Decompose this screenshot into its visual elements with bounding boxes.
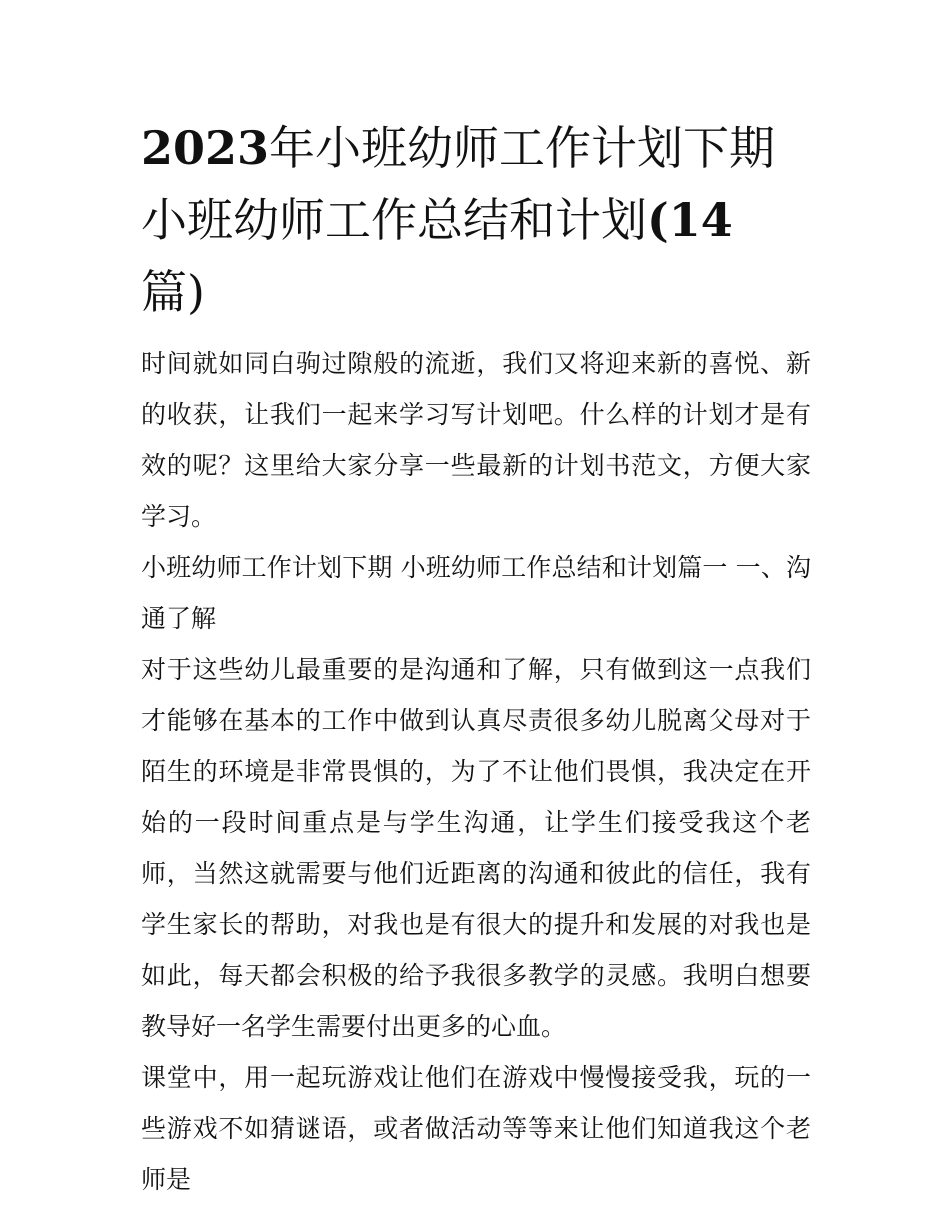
paragraph-communication: 对于这些幼儿最重要的是沟通和了解，只有做到这一点我们才能够在基本的工作中做到认真尽责很多幼儿脱离父母对于陌生的环境是非常畏惧的，为了不让他们畏惧，我决定在开始的一段时间重点是与学生沟通，让学生们接受我这个老师，当然这就需要与他们近距离的沟通和彼此的信任，我有学生家长的帮助，对我也是有很大的提升和发展的对我也是如此，每天都会积极的给予我很多教学的灵感。我明白想要教导好一名学生需要付出更多的心血。 — [141, 655, 811, 1041]
document-title — [141, 112, 811, 328]
document-content — [141, 112, 811, 1205]
title-year: 2023 — [141, 121, 270, 175]
paragraph-intro: 时间就如同白驹过隙般的流逝，我们又将迎来新的喜悦、新的收获，让我们一起来学习写计划吧。什么样的计划才是有效的呢？这里给大家分享一些最新的计划书范文，方便大家学习。 — [141, 349, 811, 531]
paragraph-section-heading: 小班幼师工作计划下期 小班幼师工作总结和计划篇一 一、沟通了解 — [141, 553, 811, 633]
title-count: (14 — [647, 193, 733, 247]
paragraph-classroom: 课堂中，用一起玩游戏让他们在游戏中慢慢接受我，玩的一些游戏不如猜谜语，或者做活动等等来让他们知道我这个老师是 — [141, 1063, 811, 1194]
title-suffix: 篇) — [141, 265, 205, 319]
title-main: 年小班幼师工作计划下期 小班幼师工作总结和计划 — [141, 121, 776, 247]
